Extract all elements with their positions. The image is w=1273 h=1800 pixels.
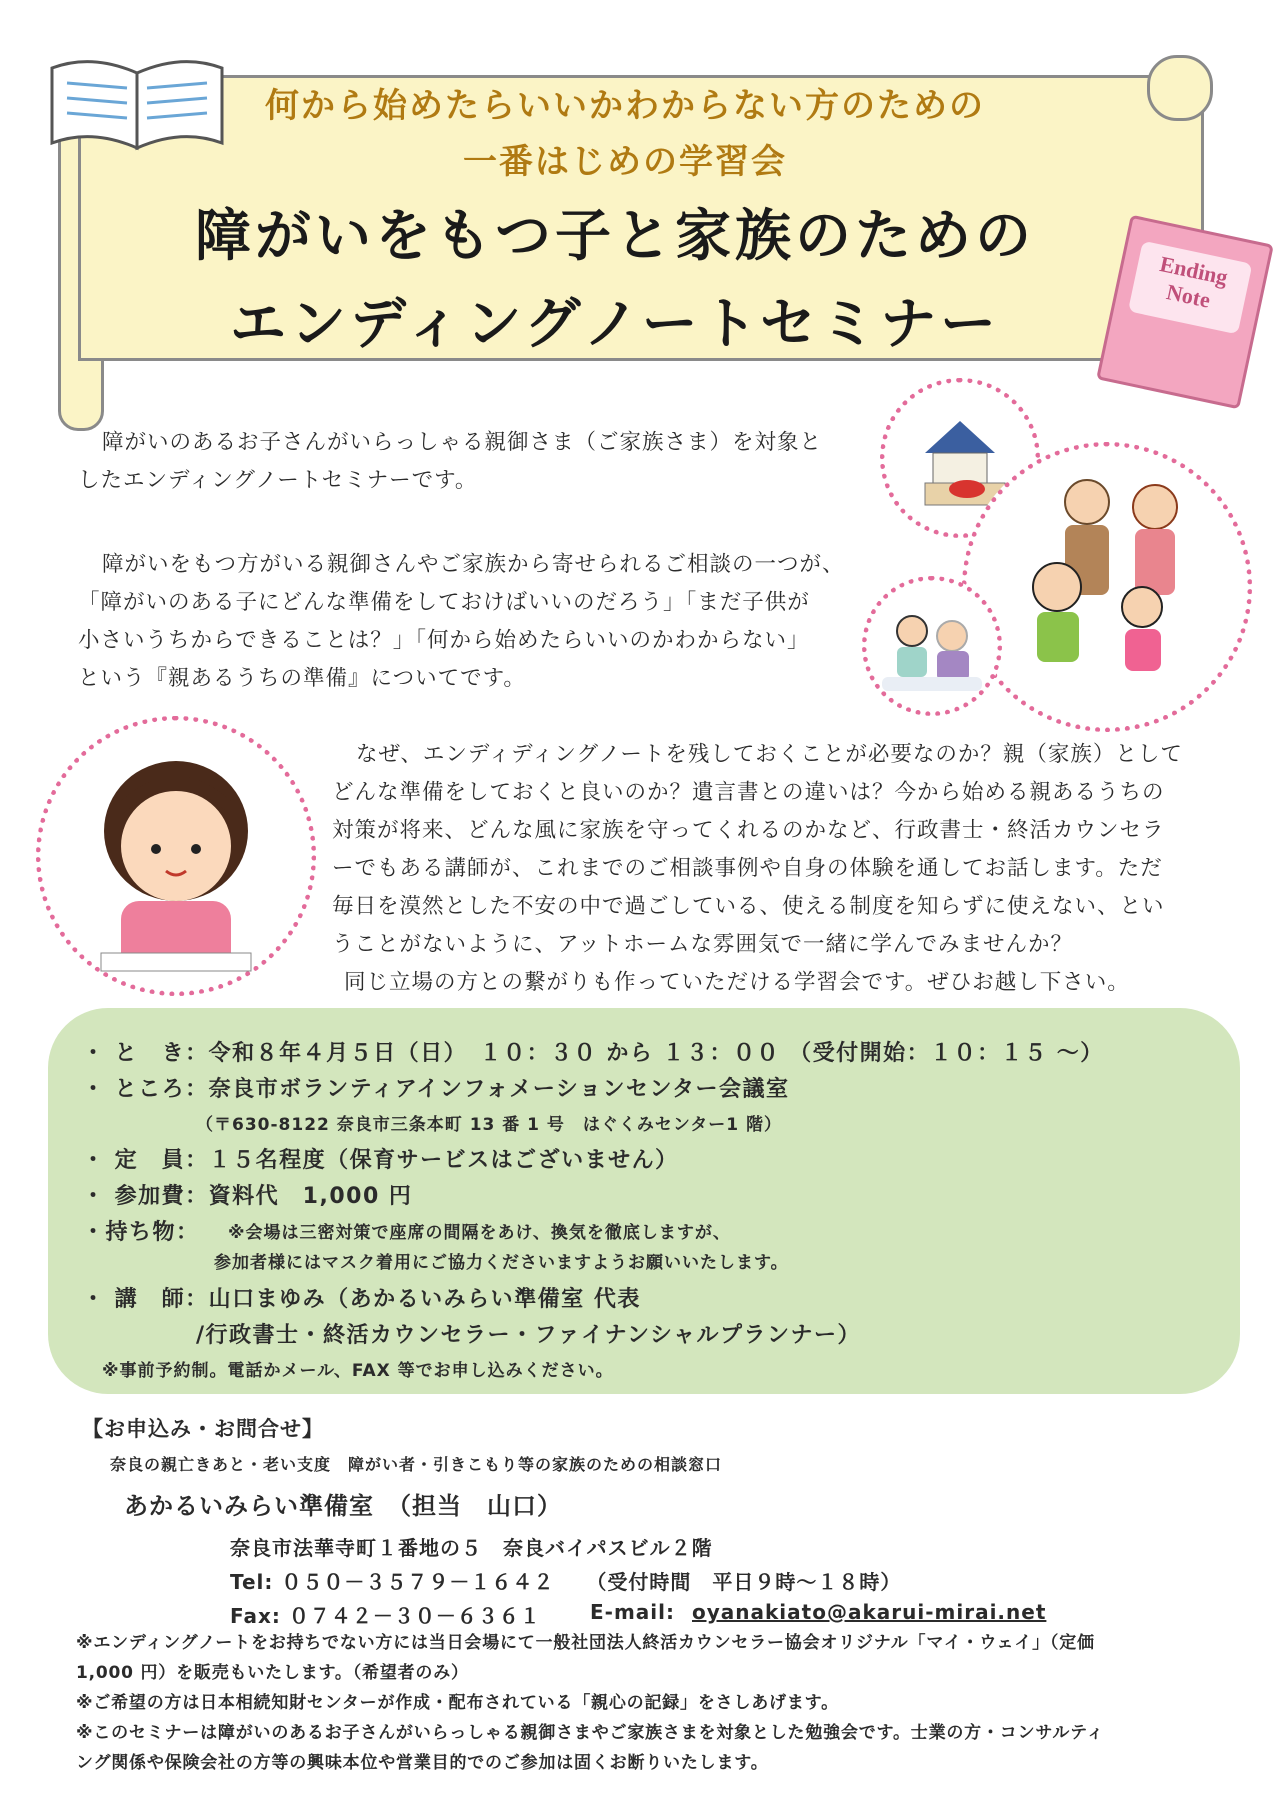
event-address: （〒630-8122 奈良市三条本町 13 番 1 号 はぐくみセンター1 階）	[196, 1115, 783, 1135]
girl-writing-illustration	[36, 716, 316, 996]
family-illustration	[962, 442, 1252, 732]
contact-fax: Fax: ０７４２－３０－６３６１	[230, 1604, 541, 1628]
event-capacity: ・ 定 員：１５名程度（保育サービスはございません）	[82, 1148, 679, 1173]
scroll-roll-right	[1147, 55, 1213, 121]
items-label: ・持ち物：	[82, 1220, 200, 1245]
contact-header: 【お申込み・お問合せ】	[82, 1417, 324, 1441]
note-2: ※ご希望の方は日本相続知財センターが作成・配布されている「親心の記録」をさしあげます。	[76, 1693, 839, 1713]
items-note-line-1: ※会場は三密対策で座席の間隔をあけ、換気を徹底しますが、	[228, 1223, 731, 1243]
email-label: E-mail:	[590, 1600, 676, 1624]
book-label: Ending Note	[1157, 251, 1230, 313]
intro-paragraph-2: 障がいをもつ方がいる親御さんやご家族から寄せられるご相談の一つが、 「障がいのある子にどんな準備をしておけばいいのだろう」「まだ子供が 小さいうちからできることは？」「何から始めたらいいのかわからない」 という『親あるうちの準備』についてです。	[78, 552, 845, 691]
note-3-line-2: ング関係や保険会社の方等の興味本位や営業目的でのご参加は固くお断りいたします。	[76, 1753, 769, 1773]
note-1-line-1: ※エンディングノートをお持ちでない方には当日会場にて一般社団法人終活カウンセラー協会オリジナル「マイ・ウェイ」（定価	[76, 1633, 1095, 1653]
subtitle-line-2: 一番はじめの学習会	[463, 142, 787, 182]
items-note-line-2: 参加者様にはマスク着用にご協力くださいますようお願いいたします。	[214, 1253, 789, 1273]
note-3-line-1: ※このセミナーは障がいのあるお子さんがいらっしゃる親御さまやご家族さまを対象とした勉強会です。士業の方・コンサルティ	[76, 1723, 1105, 1743]
contact-tel: Tel: ０５０－３５７９－１６４２ （受付時間 平日９時～１８時）	[230, 1570, 902, 1594]
title-line-1: 障がいをもつ子と家族のための	[195, 204, 1035, 269]
note-1-line-2: 1,000 円）を販売もいたします。（希望者のみ）	[76, 1663, 469, 1683]
intro-paragraph-3: なぜ、エンディディングノートを残しておくことが必要なのか？親（家族）として どんな準備をしておくと良いのか？遺言書との違いは？今から始める親あるうちの 対策が将来、どんな風に家族を守ってくれるのかなど、行政書士・終活カウンセラ ーでもある講師が、これまでのご相談事例や自身の体験を通してお話します。ただ 毎日を漠然とした不安の中で過ごしている、使える制度を知らずに使えない、とい うことがないように、アットホームな雰囲気で一緒に学んでみませんか？ 同じ立場の方との繋がりも作っていただける学習会です。ぜひお越し下さい。	[332, 742, 1183, 995]
organization-name: あかるいみらい準備室 （担当 山口）	[124, 1492, 562, 1520]
event-fee: ・ 参加費：資料代 1,000 円	[82, 1184, 413, 1209]
title-line-2: エンディングノートセミナー	[230, 292, 1000, 357]
subtitle-line-1: 何から始めたらいいかわからない方のための	[265, 86, 985, 126]
lecturer-titles: /行政書士・終活カウンセラー・ファイナンシャルプランナー）	[196, 1323, 862, 1348]
contact-description: 奈良の親亡きあと・老い支度 障がい者・引きこもり等の家族のための相談窓口	[110, 1455, 723, 1474]
reservation-note: ※事前予約制。電話かメール、FAX 等でお申し込みください。	[102, 1361, 614, 1381]
organization-address: 奈良市法華寺町１番地の５ 奈良バイパスビル２階	[230, 1536, 713, 1560]
contact-email-link[interactable]: oyanakiato@akarui-mirai.net	[692, 1600, 1047, 1624]
event-date-time: ・ と き：令和８年４月５日（日） １０：３０ から １３：００ （受付開始：１０：１５ ～）	[82, 1041, 1104, 1066]
elderly-care-illustration	[862, 576, 1002, 716]
intro-paragraph-1: 障がいのあるお子さんがいらっしゃる親御さま（ご家族さま）を対象と したエンディングノートセミナーです。	[78, 430, 823, 493]
lecturer: ・ 講 師：山口まゆみ（あかるいみらい準備室 代表	[82, 1287, 641, 1312]
event-venue: ・ ところ：奈良市ボランティアインフォメーションセンター会議室	[82, 1077, 790, 1102]
notes-section	[76, 1628, 1246, 1778]
